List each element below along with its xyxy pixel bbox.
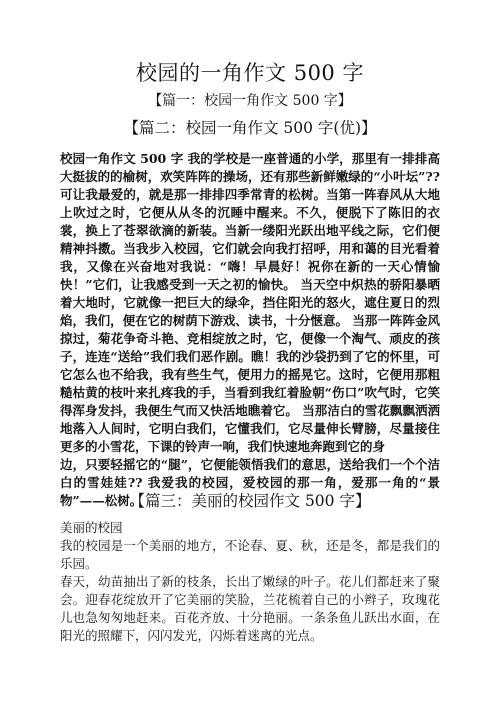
section-3-article-title: 美丽的校园 <box>60 520 123 535</box>
section-2-paragraph: 校园一角作文 500 字 我的学校是一座普通的小学，那里有一排排高大挺拔的的榆树，欢笑阵阵的操场，还有那些新鲜嫩绿的“小叶坛”??可让我最爱的，就是那一排排四季常青的松树。当第一阵春风从大地上吹过之时，它便从从冬的沉睡中醒来。不久，便脱下了陈旧的衣裳，换上了苍翠欲滴的新装。当新一缕阳光跃出地平线之际，它们便精神抖擞。当我步入校园，它们就会向我打招呼，用和蔼的目光看着我，又像在兴奋地对我说：“嗨！早晨好！祝你在新的一天心情愉快！”它们，让我感受到一天之初的愉快。 当天空中炽热的骄阳暴晒着大地时，它就像一把巨大的绿伞，挡住阳光的怒火，遮住夏日的烈焰，我们，便在它的树荫下游戏、读书，十分惬意。 当那一阵阵金风掠过，菊花争奇斗艳、竞相绽放之时，它，便像一个淘气、顽皮的孩子，连连“送给”我们我们恶作剧。瞧！我的沙袋扔到了它的怀里，可它怎么也不给我，我有些生气，便用力的摇晃它。这时，它便用那粗糙枯黄的枝叶来扎疼我的手，当看到我红着脸朝“伤口”吹气时，它笑得浑身发抖，我便生气而又快活地瞧着它。 当那洁白的雪花飘飘洒洒地落入人间时，它明白我们，它懂我们，它尽量伸长臂膀，尽量接住更多的小雪花，下课的铃声一响，我们快速地奔跑到它的身 <box>60 151 440 454</box>
section-3-paragraph: 我的校园是一个美丽的地方，不论春、夏、秋，还是冬，都是我们的乐园。 <box>60 538 440 571</box>
section-2-paragraph: 边，只要轻摇它的“腿”，它便能领悟我们的意思，送给我们一个个洁白的雪娃娃?? 我爱我的校园，爱校园的那一角，爱那一角的“景物”——松树。 <box>60 457 440 508</box>
section-3-paragraph: 春天，幼苗抽出了新的枝条，长出了嫩绿的叶子。花儿们都赶来了聚会。迎春花绽放开了它美丽的笑脸，兰花梳着自己的小辫子，玫瑰花儿也急匆匆地赶来。百花齐放、十分艳丽。一条条鱼儿跃出水面，在阳光的照耀下，闪闪发光，闪烁着迷离的光点。 <box>60 574 440 643</box>
section-3-body <box>60 519 440 645</box>
section-2-body <box>60 150 440 510</box>
page-title: 校园的一角作文 500 字 <box>136 61 364 85</box>
section-2-heading: 【篇二：校园一角作文 500 字(优)】 <box>123 119 377 137</box>
section-3-heading: 【篇三：美丽的校园作文 500 字】 <box>129 492 371 510</box>
section-1-heading: 【篇一：校园一角作文 500 字】 <box>148 93 352 109</box>
